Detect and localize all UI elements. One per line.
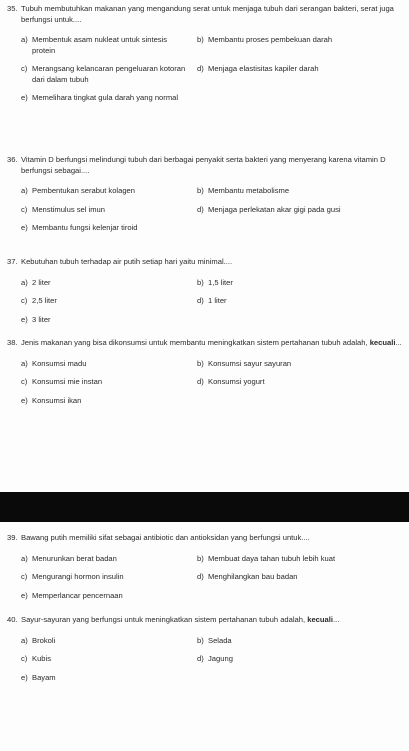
option-e[interactable] — [21, 396, 191, 407]
question-40 — [7, 615, 403, 683]
option-a[interactable] — [21, 278, 191, 289]
question-35 — [7, 4, 403, 104]
option-text: 1,5 liter — [208, 277, 233, 287]
option-b[interactable] — [197, 359, 409, 370]
option-text: Membantu metabolisme — [208, 186, 290, 195]
option-c[interactable] — [21, 654, 191, 665]
option-text: Membantu fungsi kelenjar tiroid — [32, 223, 138, 232]
option-text: Menjaga elastisitas kapiler darah — [208, 64, 319, 73]
option-letter: e) — [21, 223, 28, 232]
option-letter: a) — [21, 635, 28, 645]
option-text: Membentuk asam nukleat untuk sintesis protein — [32, 35, 168, 55]
answer-options — [7, 186, 403, 234]
question-text — [21, 615, 403, 626]
option-e[interactable] — [21, 223, 191, 234]
option-text: Memelihara tingkat gula darah yang normal — [32, 93, 179, 102]
option-d[interactable] — [197, 377, 409, 388]
question-text: Kebutuhan tubuh terhadap air putih setiap hari yaitu minimal.... — [21, 257, 233, 266]
option-letter: c) — [21, 377, 28, 386]
option-text: Konsumsi madu — [32, 358, 87, 368]
option-c[interactable] — [21, 64, 191, 85]
option-letter: c) — [21, 572, 28, 581]
option-letter: d) — [197, 572, 204, 581]
answer-options — [7, 636, 403, 684]
option-letter: d) — [197, 296, 204, 305]
question-text-ellipsis: ... — [332, 615, 340, 624]
option-letter: e) — [21, 590, 28, 600]
option-letter: b) — [197, 186, 204, 195]
option-letter: b) — [197, 553, 204, 563]
question-36 — [7, 155, 403, 234]
option-text: Memperlancar pencernaan — [32, 590, 123, 600]
option-text: Bayam — [32, 672, 56, 682]
option-letter: e) — [21, 314, 28, 324]
option-letter: b) — [197, 35, 204, 44]
option-letter: c) — [21, 204, 28, 214]
option-letter: e) — [21, 93, 28, 102]
option-b[interactable] — [197, 35, 409, 56]
question-text-emphasis: kecuali — [369, 338, 396, 347]
question-text-main: Sayur-sayuran yang berfungsi untuk meningkatkan sistem pertahanan tubuh adalah, — [21, 615, 308, 624]
option-b[interactable] — [197, 554, 409, 565]
option-letter: d) — [197, 654, 204, 663]
option-text: Brokoli — [32, 635, 56, 645]
question-text-ellipsis: ... — [395, 338, 402, 347]
option-e[interactable] — [21, 93, 191, 104]
option-text: Menjaga perlekatan akar gigi pada gusi — [208, 204, 341, 214]
option-letter: e) — [21, 395, 28, 405]
option-d[interactable] — [197, 64, 409, 85]
option-b[interactable] — [197, 636, 409, 647]
option-c[interactable] — [21, 205, 191, 216]
option-text: Menghilangkan bau badan — [208, 572, 298, 581]
option-text: Konsumsi yogurt — [208, 377, 265, 386]
option-text: Selada — [208, 635, 232, 645]
option-text: Menurunkan berat badan — [32, 553, 117, 563]
question-number: 37. — [7, 257, 18, 266]
answer-options — [7, 359, 403, 407]
option-d[interactable] — [197, 205, 409, 216]
option-text: Jagung — [208, 654, 233, 663]
question-number: 38. — [7, 338, 18, 347]
option-letter: b) — [197, 635, 204, 645]
option-b[interactable] — [197, 278, 409, 289]
option-text: 1 liter — [208, 296, 227, 305]
option-text: Membantu proses pembekuan darah — [208, 35, 333, 44]
option-letter: c) — [21, 296, 28, 305]
option-a[interactable] — [21, 359, 191, 370]
option-a[interactable] — [21, 35, 191, 56]
option-text: Membuat daya tahan tubuh lebih kuat — [208, 553, 336, 563]
option-a[interactable] — [21, 554, 191, 565]
answer-options — [7, 35, 403, 104]
option-letter: d) — [197, 204, 204, 214]
option-text: 3 liter — [32, 314, 51, 324]
option-text: Konsumsi mie instan — [32, 377, 103, 386]
option-letter: a) — [21, 35, 28, 44]
option-text: 2 liter — [32, 277, 51, 287]
question-text-emphasis: kecuali — [307, 615, 333, 624]
option-c[interactable] — [21, 572, 191, 583]
option-a[interactable] — [21, 186, 191, 197]
option-letter: a) — [21, 186, 28, 195]
question-text — [21, 338, 403, 349]
option-letter: a) — [21, 553, 28, 563]
option-d[interactable] — [197, 654, 409, 665]
option-letter: c) — [21, 64, 28, 73]
option-text: Konsumsi ikan — [32, 395, 82, 405]
option-a[interactable] — [21, 636, 191, 647]
option-e[interactable] — [21, 673, 191, 684]
option-letter: d) — [197, 64, 204, 73]
question-text: Tubuh membutuhkan makanan yang mengandung serat untuk menjaga tubuh dari serangan bakteri, serat juga berfungsi untuk.... — [21, 4, 394, 24]
option-text: Menstimulus sel imun — [32, 204, 106, 214]
option-d[interactable] — [197, 296, 409, 307]
answer-options — [7, 554, 403, 602]
answer-options — [7, 278, 403, 326]
worksheet-bottom-section — [0, 522, 409, 751]
option-letter: b) — [197, 358, 204, 368]
question-37 — [7, 257, 403, 325]
option-text: Merangsang kelancaran pengeluaran kotoran dari dalam tubuh — [32, 64, 186, 84]
option-d[interactable] — [197, 572, 409, 583]
dark-separator-band — [0, 492, 409, 522]
question-number: 36. — [7, 155, 18, 164]
question-number: 39. — [7, 533, 18, 542]
option-c[interactable] — [21, 377, 191, 388]
option-e[interactable] — [21, 315, 191, 326]
question-38 — [7, 338, 403, 406]
option-text: 2,5 liter — [32, 296, 57, 305]
option-b[interactable] — [197, 186, 409, 197]
option-letter: a) — [21, 358, 28, 368]
option-text: Pembentukan serabut kolagen — [32, 186, 136, 195]
option-letter: c) — [21, 654, 28, 663]
option-text: Konsumsi sayur sayuran — [208, 358, 292, 368]
option-letter: d) — [197, 377, 204, 386]
question-number: 40. — [7, 615, 18, 624]
option-c[interactable] — [21, 296, 191, 307]
option-e[interactable] — [21, 591, 191, 602]
option-text: Kubis — [32, 654, 51, 663]
option-letter: b) — [197, 277, 204, 287]
question-number: 35. — [7, 4, 18, 13]
question-39 — [7, 533, 403, 601]
question-text: Bawang putih memiliki sifat sebagai antibiotic dan antioksidan yang berfungsi untuk.... — [21, 533, 310, 542]
option-text: Mengurangi hormon insulin — [32, 572, 124, 581]
option-letter: a) — [21, 277, 28, 287]
question-text-main: Jenis makanan yang bisa dikonsumsi untuk membantu meningkatkan sistem pertahanan tubuh adalah, — [21, 338, 370, 347]
question-text: Vitamin D berfungsi melindungi tubuh dari berbagai penyakit serta bakteri yang menyerang karena vitamin D berfungsi sebagai.... — [21, 155, 386, 175]
option-letter: e) — [21, 672, 28, 682]
